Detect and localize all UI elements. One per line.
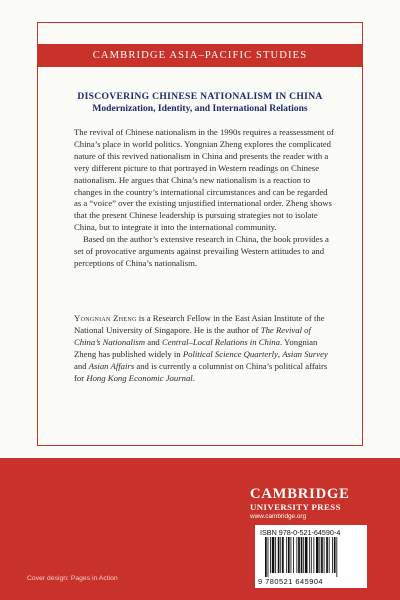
journal-reference: Asian Survey <box>282 348 328 359</box>
series-label: CAMBRIDGE ASIA–PACIFIC STUDIES <box>92 50 308 61</box>
barcode-panel <box>255 525 367 588</box>
publisher-url: www.cambridge.org <box>250 513 307 520</box>
description-paragraph-2: Based on the author’s extensive research in China, the book provides a set of provocative arguments against prevailing Western attitudes to and perceptions of China’s nationalism. <box>74 234 329 268</box>
book-description <box>74 127 334 270</box>
bio-text: and <box>74 360 89 371</box>
author-bio <box>74 313 334 384</box>
barcode-digits: 9 780521 645904 <box>258 577 324 586</box>
publisher-subname: UNIVERSITY PRESS <box>250 502 341 512</box>
bio-text: . <box>192 372 195 383</box>
book-reference: The Revival of China’s Nationalism <box>74 324 311 347</box>
book-reference: Central–Local Relations in China <box>161 336 280 347</box>
book-subtitle: Modernization, Identity, and International Relations <box>92 103 308 114</box>
description-paragraph-1: The revival of Chinese nationalism in the 1990s requires a reassessment of China’s place in world politics. Yongnian Zheng explores the complicated nature of this revived nationalism in China and presents the reader with a very different picture to that portrayed in Western readings on Chinese nationalism. He argues that China’s new nationalism is a reaction to changes in the country’s international circumstances and can be regarded as a “voice” over the existing unjustified international order. Zheng shows that the present Chinese leadership is pursuing strategies not to isolate China, but to integrate it into the international community. <box>74 127 334 233</box>
bio-text: is a Research Fellow in the East Asian Institute of the National University of Singapore. He is the author of <box>74 313 325 335</box>
bio-text: and is currently a columnist on China’s political affairs for <box>74 360 328 383</box>
barcode-icon <box>265 537 359 577</box>
series-banner <box>37 44 363 67</box>
isbn-label: ISBN 978-0-521-64590-4 <box>260 528 341 537</box>
journal-reference: Hong Kong Economic Journal <box>86 372 193 383</box>
bio-text: . Yongnian Zheng has published widely in <box>74 336 318 359</box>
publisher-name: CAMBRIDGE <box>250 486 350 502</box>
journal-reference: Political Science Quarterly <box>182 348 278 359</box>
title-block <box>37 91 363 115</box>
publisher-logo <box>250 487 370 521</box>
cover-credit: Cover design: Pages in Action <box>27 575 118 582</box>
bio-text: and <box>145 336 162 347</box>
journal-reference: Asian Affairs <box>88 360 135 371</box>
book-title: DISCOVERING CHINESE NATIONALISM IN CHINA <box>77 91 323 102</box>
author-name: Yongnian Zheng <box>74 313 137 323</box>
bio-text: , <box>277 348 283 359</box>
